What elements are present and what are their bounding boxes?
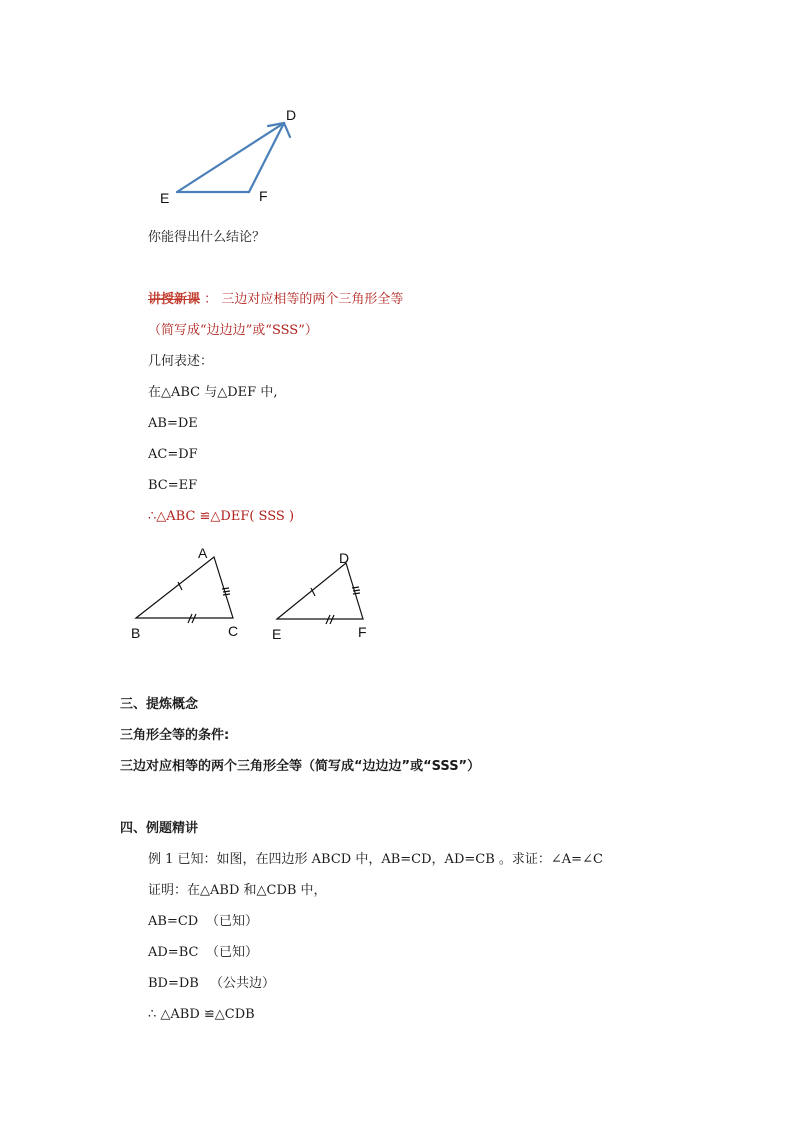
proof-step-reason: （已知）	[206, 914, 259, 929]
question-text: 你能得出什么结论？	[148, 230, 266, 245]
label-b: B	[131, 625, 141, 641]
section3-content: 三边对应相等的两个三角形全等（简写成“边边边”或“SSS”）	[120, 759, 481, 774]
proof-step-reason: （公共边）	[210, 976, 276, 991]
proof-step-reason: （已知）	[206, 945, 259, 960]
label-f2: F	[358, 624, 367, 640]
lecture-heading: 讲授新课	[148, 292, 201, 307]
lecture-abbrev: （简写成“边边边”或“SSS”）	[148, 323, 318, 338]
proof-step-eq: AD=BC	[148, 945, 199, 960]
label-f: F	[259, 188, 268, 204]
triangle-def	[277, 563, 363, 624]
geo-conclusion: ∴△ABC ≌△DEF( SSS )	[148, 509, 295, 524]
proof-step-eq: AB=CD	[148, 914, 199, 929]
label-d2: D	[339, 550, 350, 566]
section3-subtitle: 三角形全等的条件:	[120, 728, 230, 743]
geo-line-ab-de: AB=DE	[148, 416, 198, 431]
label-c: C	[228, 623, 239, 639]
lecture-statement: 三边对应相等的两个三角形全等	[221, 292, 404, 307]
label-a: A	[198, 545, 208, 561]
triangle-abc	[136, 557, 233, 623]
label-e: E	[160, 190, 170, 206]
lecture-sep: ：	[204, 292, 218, 307]
proof-step-eq: BD=DB	[148, 976, 199, 991]
proof-intro: 证明：在△ABD 和△CDB 中，	[148, 883, 327, 898]
geo-intro: 在△ABC 与△DEF 中,	[148, 385, 278, 400]
proof-step-2	[148, 944, 258, 962]
label-d: D	[286, 107, 297, 123]
geo-line-ac-df: AC=DF	[148, 447, 198, 462]
geo-title: 几何表述：	[148, 354, 214, 369]
proof-step-1	[148, 913, 258, 931]
proof-step-3	[148, 975, 275, 993]
section4-title: 四、例题精讲	[120, 821, 199, 836]
proof-conclusion: ∴ △ABD ≌△CDB	[148, 1007, 255, 1022]
label-e2: E	[272, 626, 282, 642]
geo-line-bc-ef: BC=EF	[148, 478, 198, 493]
section3-title: 三、提炼概念	[120, 697, 199, 712]
example-1: 例 1 已知：如图，在四边形 ABCD 中，AB=CD，AD=CB 。求证：∠A=∠C	[148, 852, 603, 867]
